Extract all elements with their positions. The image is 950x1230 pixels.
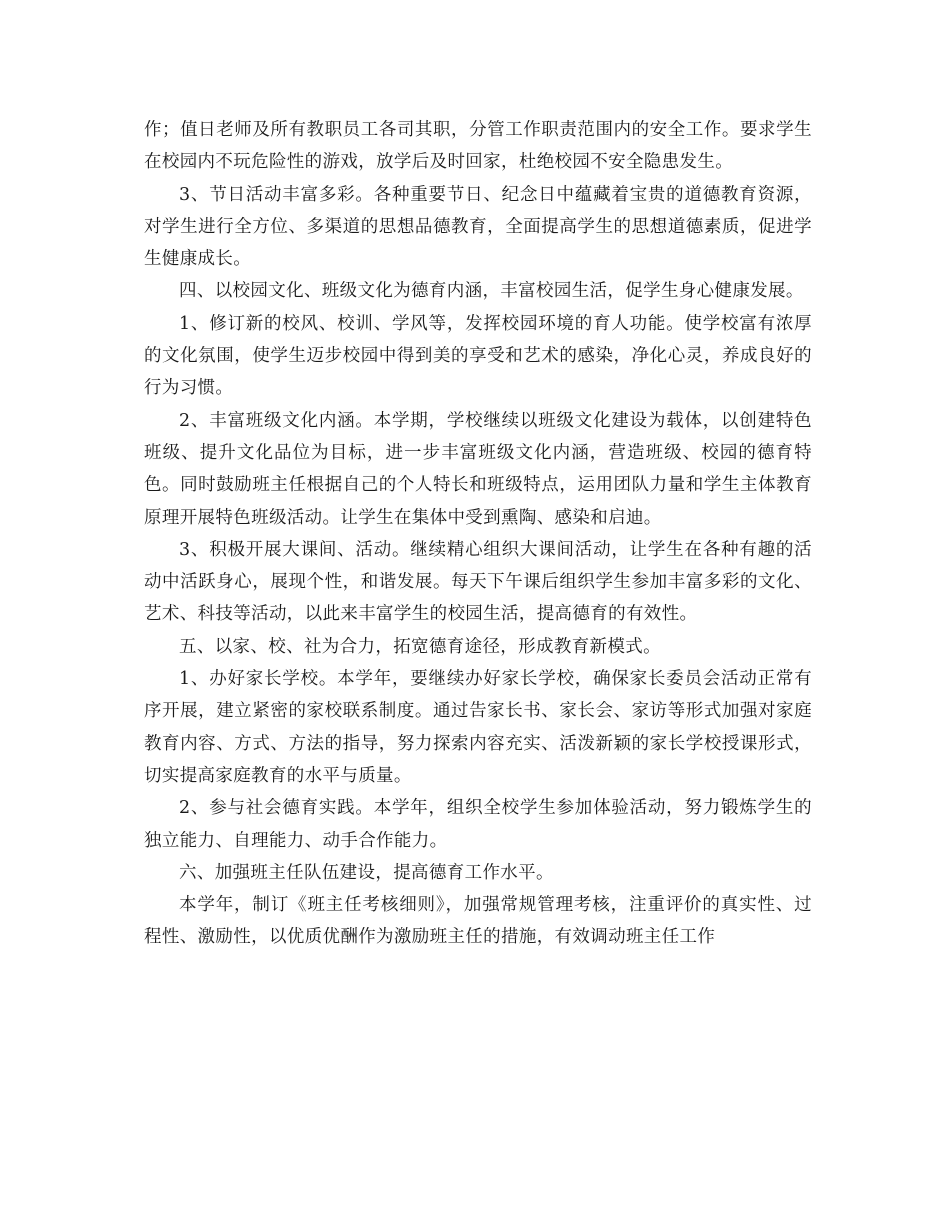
paragraph: 六、加强班主任队伍建设，提高德育工作水平。 (179, 862, 554, 883)
paragraph: 1、办好家长学校。本学年，要继续办好家长学校，确保家长委员会活动正常有序开展，建立紧密的家校联系制度。通过告家长书、家长会、家访等形式加强对家庭教育内容、方式、方法的指导，努力探索内容充实、活泼新颖的家长学校授课形式，切实提高家庭教育的水平与质量。 (144, 669, 812, 786)
document-body (144, 114, 812, 954)
paragraph: 2、丰富班级文化内涵。本学期，学校继续以班级文化建设为载体，以创建特色班级、提升文化品位为目标，进一步丰富班级文化内涵，营造班级、校园的德育特色。同时鼓励班主任根据自己的个人特长和班级特点，运用团队力量和学生主体教育原理开展特色班级活动。让学生在集体中受到熏陶、感染和启迪。 (144, 410, 812, 528)
paragraph: 五、以家、校、社为合力，拓宽德育途径，形成教育新模式。 (179, 636, 661, 657)
paragraph: 作；值日老师及所有教职员工各司其职，分管工作职责范围内的安全工作。要求学生在校园内不玩危险性的游戏，放学后及时回家，杜绝校园不安全隐患发生。 (144, 120, 812, 173)
paragraph: 1、修订新的校风、校训、学风等，发挥校园环境的育人功能。使学校富有浓厚的文化氛围，使学生迈步校园中得到美的享受和艺术的感染，净化心灵，养成良好的行为习惯。 (144, 313, 812, 399)
paragraph: 四、以校园文化、班级文化为德育内涵，丰富校园生活，促学生身心健康发展。 (179, 281, 804, 302)
paragraph: 本学年，制订《班主任考核细则》，加强常规管理考核，注重评价的真实性、过程性、激励性，以优质优酬作为激励班主任的措施，有效调动班主任工作 (144, 895, 812, 948)
paragraph: 3、节日活动丰富多彩。各种重要节日、纪念日中蕴藏着宝贵的道德教育资源，对学生进行全方位、多渠道的思想品德教育，全面提高学生的思想道德素质，促进学生健康成长。 (144, 184, 812, 270)
paragraph: 3、积极开展大课间、活动。继续精心组织大课间活动，让学生在各种有趣的活动中活跃身心，展现个性，和谐发展。每天下午课后组织学生参加丰富多彩的文化、艺术、科技等活动，以此来丰富学生的校园生活，提高德育的有效性。 (144, 539, 812, 625)
paragraph: 2、参与社会德育实践。本学年，组织全校学生参加体验活动，努力锻炼学生的独立能力、自理能力、动手合作能力。 (144, 798, 812, 851)
